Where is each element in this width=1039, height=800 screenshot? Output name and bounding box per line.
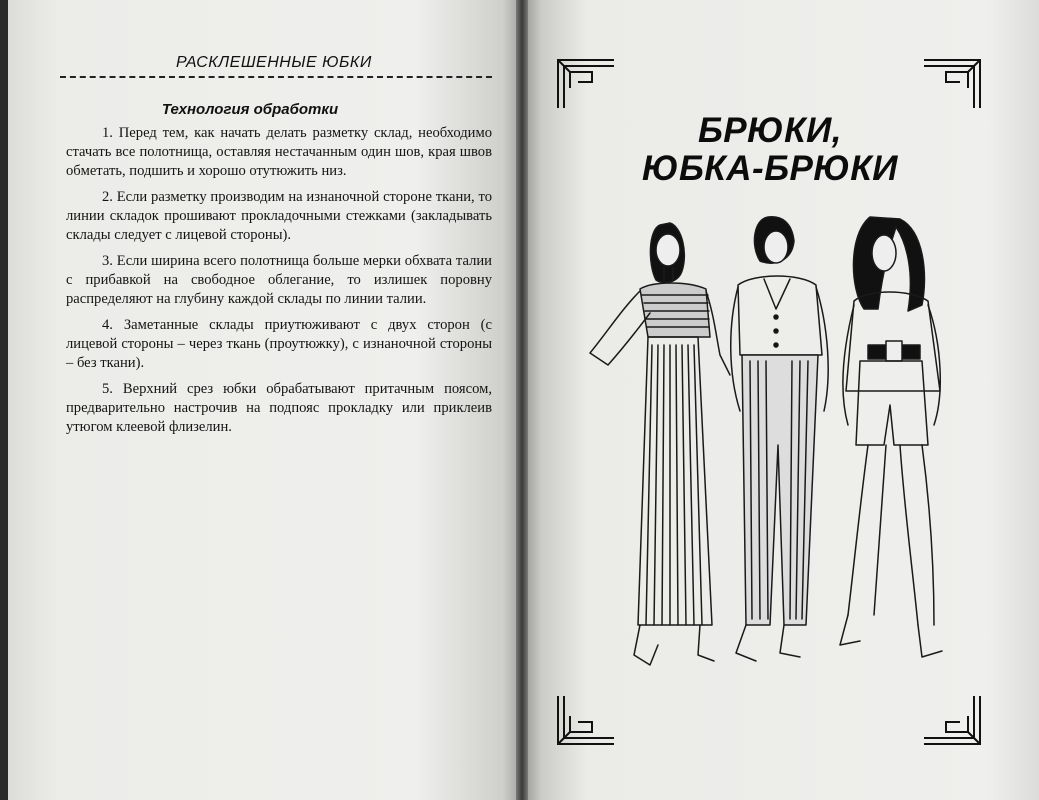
chapter-title-line-1: БРЮКИ,	[697, 111, 842, 150]
corner-ornament-top-left-icon	[556, 58, 616, 110]
book-gutter	[516, 0, 528, 800]
paragraph: 1. Перед тем, как начать делать разметку склад, необходимо стачать все полотнища, оставляя нестачанным один шов, края швов обметать, подшить и хорошо отутюжить низ.	[66, 125, 492, 179]
paragraph: 2. Если разметку производим на изнаночной стороне ткани, то линии складок прошивают прокладочными стежками (закладывать склады следует с лицевой стороны).	[66, 189, 492, 243]
corner-ornament-bottom-left-icon	[556, 694, 616, 746]
paragraph: 3. Если ширина всего полотнища больше мерки обхвата талии с прибавкой на свободное облегание, то излишек поровну распределяют на глубину каждой склады по линии талии.	[66, 253, 492, 307]
running-head: РАСКЛЕШЕННЫЕ ЮБКИ	[176, 54, 372, 71]
corner-ornament-top-right-icon	[922, 58, 982, 110]
section-title: Технология обработки	[161, 101, 339, 118]
figure-middle	[731, 217, 828, 661]
fashion-illustration-icon	[578, 205, 968, 675]
figure-left	[590, 223, 730, 665]
chapter-title	[640, 112, 900, 188]
header-rule	[60, 76, 492, 78]
chapter-title-line-2: ЮБКА-БРЮКИ	[642, 149, 898, 188]
body-text	[66, 124, 492, 444]
paragraph: 5. Верхний срез юбки обрабатывают притачным поясом, предварительно настрочив на подпояс прокладку или приклеив утюгом клеевой флизелин.	[66, 381, 492, 435]
paragraph: 4. Заметанные склады приутюживают с двух сторон (с лицевой стороны – через ткань (проутюжку), с изнаночной стороны – без ткани).	[66, 317, 492, 371]
corner-ornament-bottom-right-icon	[922, 694, 982, 746]
figure-right	[840, 217, 942, 657]
